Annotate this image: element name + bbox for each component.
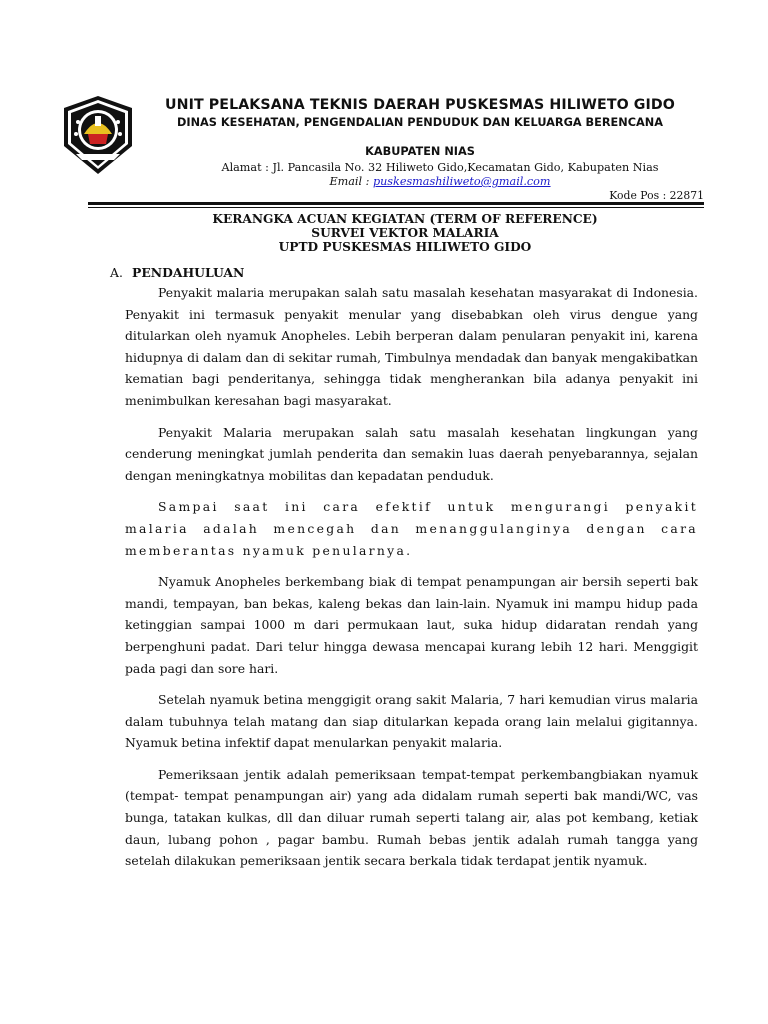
paragraph: Setelah nyamuk betina menggigit orang sakit Malaria, 7 hari kemudian virus malaria dalam tubuhnya telah matang dan siap ditularkan kepada orang lain melalui gigitannya. Nyamuk betina infektif dapat menularkan penyakit malaria. — [125, 692, 698, 751]
paragraph: Sampai saat ini cara efektif untuk mengurangi penyakit malaria adalah mencegah dan menanggulanginya dengan cara memberantas nyamuk penularnya. — [125, 499, 698, 558]
department-name: DINAS KESEHATAN, PENGENDALIAN PENDUDUK DAN KELUARGA BERENCANA — [177, 116, 663, 129]
doc-title-line-3: UPTD PUSKESMAS HILIWETO GIDO — [278, 240, 532, 254]
letterhead-rule-thin — [88, 207, 704, 208]
paragraph: Penyakit Malaria merupakan salah satu masalah kesehatan lingkungan yang cenderung meningkat jumlah penderita dan semakin luas daerah penyebarannya, sejalan dengan meningkatnya mobilitas dan kepadatan penduduk. — [125, 424, 698, 483]
paragraph: Pemeriksaan jentik adalah pemeriksaan tempat-tempat perkembangbiakan nyamuk (tempat- tempat penampungan air) yang ada didalam rumah seperti bak mandi/WC, vas bunga, tatakan kulkas, dll dan diluar rumah seperti talang air, alas pot kembang, ketiak daun, lubang pohon , pagar bambu. Rumah bebas jentik adalah rumah tangga yang setelah dilakukan pemeriksaan jentik secara berkala tidak terdapat jentik nyamuk. — [125, 766, 698, 869]
letterhead-rule-thick — [88, 202, 704, 205]
email-line — [120, 175, 760, 188]
institution-title: UNIT PELAKSANA TEKNIS DAERAH PUSKESMAS HILIWETO GIDO — [165, 97, 675, 113]
doc-title-line-1: KERANGKA ACUAN KEGIATAN (TERM OF REFERENCE) — [212, 212, 598, 226]
section-heading — [110, 265, 244, 280]
postal-code: Kode Pos : 22871 — [609, 189, 704, 202]
doc-title-line-2: SURVEI VEKTOR MALARIA — [311, 226, 499, 240]
email-link[interactable]: puskesmashiliweto@gmail.com — [372, 175, 551, 188]
section-number: A. — [110, 265, 123, 280]
email-label: Email : — [329, 175, 373, 188]
body-text — [125, 282, 698, 882]
paragraph: Penyakit malaria merupakan salah satu masalah kesehatan masyarakat di Indonesia. Penyakit ini termasuk penyakit menular yang disebabkan oleh virus dengue yang ditularkan oleh nyamuk Anopheles. Lebih berperan dalam penularan penyakit ini, karena hidupnya di dalam dan di sekitar rumah, Timbulnya mendadak dan banyak mengakibatkan kematian bagi penderitanya, sehingga tidak mengherankan bila adanya penyakit ini menimbulkan keresahan bagi masyarakat. — [125, 285, 698, 408]
paragraph: Nyamuk Anopheles berkembang biak di tempat penampungan air bersih seperti bak mandi, tempayan, ban bekas, kaleng bekas dan lain-lain. Nyamuk ini mampu hidup pada ketinggian sampai 1000 m dari permukaan laut, suka hidup didaratan rendah yang berpenghuni padat. Dari telur hingga dewasa mencapai kurang lebih 12 hari. Menggigit pada pagi dan sore hari. — [125, 574, 698, 676]
section-title: PENDAHULUAN — [132, 265, 245, 280]
regency-name: KABUPATEN NIAS — [365, 145, 475, 158]
address-line: Alamat : Jl. Pancasila No. 32 Hiliweto Gido,Kecamatan Gido, Kabupaten Nias — [221, 161, 659, 174]
